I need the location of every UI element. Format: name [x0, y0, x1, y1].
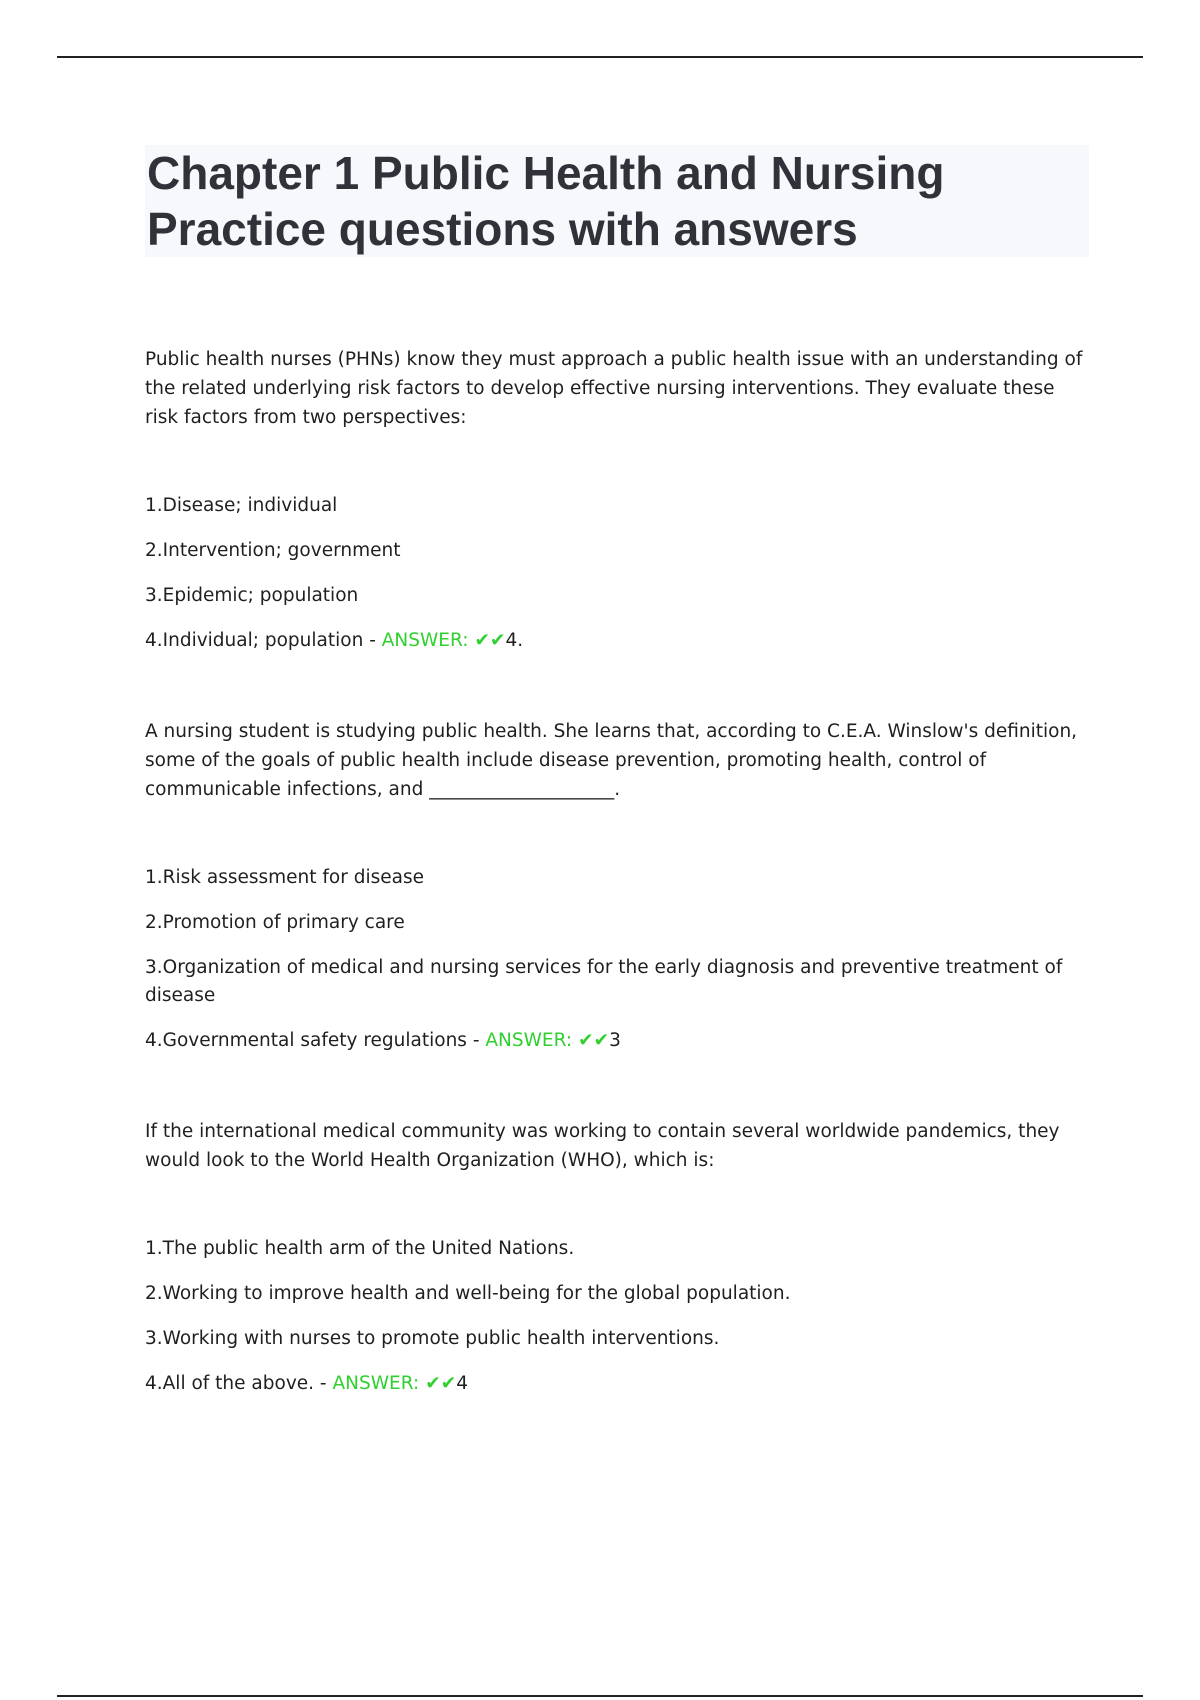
option-item: 2.Promotion of primary care — [145, 912, 405, 933]
option-item: 1.Disease; individual — [145, 495, 338, 516]
option-item: 3.Organization of medical and nursing services for the early diagnosis and preventive treatment of disease — [145, 957, 1063, 1006]
question-text: If the international medical community was working to contain several worldwide pandemics, they would look to the World Health Organization (WHO), which is: — [145, 1121, 1060, 1171]
document-title: Chapter 1 Public Health and Nursing Practice questions with answers — [147, 147, 945, 255]
double-check-icon: ✔✔ — [474, 630, 506, 651]
option-item: 1.The public health arm of the United Nations. — [145, 1238, 575, 1259]
answer-label: ANSWER: — [332, 1373, 420, 1394]
double-check-icon: ✔✔ — [425, 1373, 457, 1394]
option-text: 4.All of the above. — [145, 1373, 315, 1394]
title-block — [145, 145, 1089, 257]
question-block-3 — [145, 1117, 1091, 1398]
option-item: 3.Working with nurses to promote public health interventions. — [145, 1328, 720, 1349]
option-list — [145, 1235, 1091, 1398]
page-top-rule — [57, 56, 1143, 58]
answer-value: 4 — [456, 1373, 469, 1394]
question-text: Public health nurses (PHNs) know they must approach a public health issue with an understanding of the related underlying risk factors to develop effective nursing interventions. They evaluate these risk factors from two perspectives: — [145, 349, 1083, 428]
option-item: 2.Working to improve health and well-being for the global population. — [145, 1283, 791, 1304]
option-item-with-answer — [145, 627, 1091, 655]
answer-separator: - — [314, 1373, 333, 1394]
page-bottom-rule — [57, 1695, 1143, 1697]
document-body — [145, 345, 1091, 1398]
answer-separator: - — [466, 1030, 486, 1051]
option-item-with-answer — [145, 1370, 1091, 1398]
answer-value: 4. — [505, 630, 524, 651]
question-text: A nursing student is studying public health. She learns that, according to C.E.A. Winslow's definition, some of the goals of public health include disease prevention, promoting health, control of communicable infections, and ____________________. — [145, 721, 1078, 800]
answer-label: ANSWER: — [381, 630, 469, 651]
option-item: 2.Intervention; government — [145, 540, 401, 561]
answer-label: ANSWER: — [485, 1030, 573, 1051]
answer-value: 3 — [609, 1030, 621, 1051]
question-block-2 — [145, 717, 1091, 1055]
option-list — [145, 492, 1091, 655]
option-text: 4.Governmental safety regulations — [145, 1030, 467, 1051]
option-item: 1.Risk assessment for disease — [145, 867, 424, 888]
double-check-icon: ✔✔ — [578, 1030, 610, 1051]
option-item: 3.Epidemic; population — [145, 585, 359, 606]
option-text: 4.Individual; population — [145, 630, 364, 651]
answer-separator: - — [363, 630, 382, 651]
option-item-with-answer — [145, 1027, 1091, 1055]
question-block-1 — [145, 345, 1091, 655]
option-list — [145, 864, 1091, 1055]
